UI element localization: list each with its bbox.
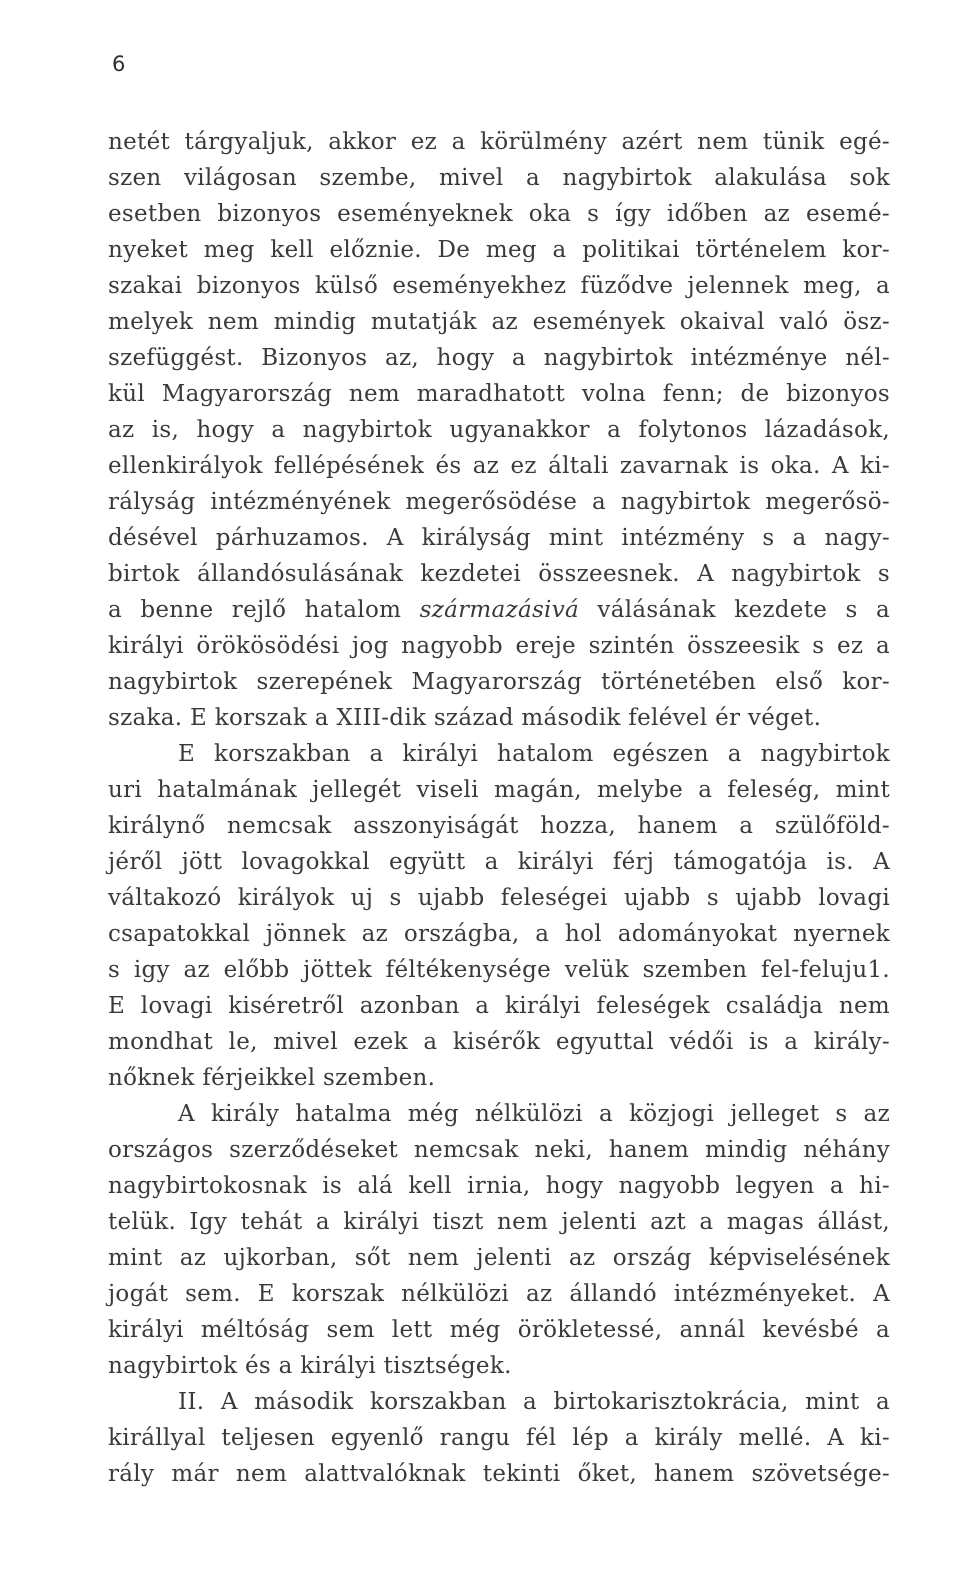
- text-line: ellenkirályok fellépésének és az ez általi zavarnak is oka. A ki-: [108, 453, 890, 479]
- text-line: esetben bizonyos eseményeknek oka s így időben az esemé-: [108, 201, 890, 227]
- text-line: [108, 592, 890, 628]
- text-line: királlyal teljesen egyenlő rangu fél lép a király mellé. A ki-: [108, 1425, 890, 1451]
- text-line: E korszakban a királyi hatalom egészen a nagybirtok: [178, 741, 890, 767]
- text-line: birtok állandósulásának kezdetei összeesnek. A nagybirtok s: [108, 561, 890, 587]
- text-line: szakai bizonyos külső eseményekhez füződve jelennek meg, a: [108, 273, 890, 299]
- text-line: nagybirtok szerepének Magyarország történetében első kor-: [108, 669, 890, 695]
- text-line: mint az ujkorban, sőt nem jelenti az ország képviselésének: [108, 1245, 890, 1271]
- text-line: mondhat le, mivel ezek a kisérők egyuttal védői is a király-: [108, 1029, 890, 1055]
- text-line: királyi méltóság sem lett még örökletessé, annál kevésbé a: [108, 1317, 890, 1343]
- text-segment: válásának kezdete s a: [579, 597, 891, 623]
- text-line: A király hatalma még nélkülözi a közjogi jelleget s az: [178, 1101, 890, 1127]
- text-line: szen világosan szembe, mivel a nagybirtok alakulása sok: [108, 165, 890, 191]
- text-line: s igy az előbb jöttek féltékenysége velük szemben fel-feluju1.: [108, 957, 890, 983]
- text-line: országos szerződéseket nemcsak neki, hanem mindig néhány: [108, 1137, 890, 1163]
- italic-term: származásivá: [419, 597, 580, 623]
- text-line: E lovagi kiséretről azonban a királyi feleségek családja nem: [108, 993, 890, 1019]
- text-line: nőknek férjeikkel szemben.: [108, 1065, 436, 1091]
- text-line: rályság intézményének megerősödése a nagybirtok megerősö-: [108, 489, 890, 515]
- text-line: melyek nem mindig mutatják az események okaival való ösz-: [108, 309, 890, 335]
- text-line: jéről jött lovagokkal együtt a királyi férj támogatója is. A: [108, 849, 890, 875]
- page-number: 6: [112, 52, 126, 76]
- text-line: désével párhuzamos. A királyság mint intézmény s a nagy-: [108, 525, 890, 551]
- text-line: csapatokkal jönnek az országba, a hol adományokat nyernek: [108, 921, 890, 947]
- text-line: rály már nem alattvalóknak tekinti őket, hanem szövetsége-: [108, 1461, 890, 1487]
- text-line: kül Magyarország nem maradhatott volna fenn; de bizonyos: [108, 381, 890, 407]
- text-line: telük. Igy tehát a királyi tiszt nem jelenti azt a magas állást,: [108, 1209, 890, 1235]
- text-line: szaka. E korszak a XIII-dik század második felével ér véget.: [108, 705, 822, 731]
- text-line: netét tárgyaljuk, akkor ez a körülmény azért nem tünik egé-: [108, 129, 890, 155]
- text-segment: a benne rejlő hatalom: [108, 597, 420, 623]
- text-line: nyeket meg kell előznie. De meg a politikai történelem kor-: [108, 237, 890, 263]
- text-line: az is, hogy a nagybirtok ugyanakkor a folytonos lázadások,: [108, 417, 890, 443]
- text-line: nagybirtok és a királyi tisztségek.: [108, 1353, 512, 1379]
- text-line: jogát sem. E korszak nélkülözi az állandó intézményeket. A: [108, 1281, 890, 1307]
- text-line: szefüggést. Bizonyos az, hogy a nagybirtok intézménye nél-: [108, 345, 890, 371]
- body-text: [108, 124, 890, 1492]
- text-line: II. A második korszakban a birtokarisztokrácia, mint a: [178, 1389, 890, 1415]
- text-line: királyi örökösödési jog nagyobb ereje szintén összeesik s ez a: [108, 633, 890, 659]
- text-line: nagybirtokosnak is alá kell irnia, hogy nagyobb legyen a hi-: [108, 1173, 890, 1199]
- text-line: királynő nemcsak asszonyiságát hozza, hanem a szülőföld-: [108, 813, 890, 839]
- text-line: váltakozó királyok uj s ujabb feleségei ujabb s ujabb lovagi: [108, 885, 890, 911]
- text-line: uri hatalmának jellegét viseli magán, melybe a feleség, mint: [108, 777, 890, 803]
